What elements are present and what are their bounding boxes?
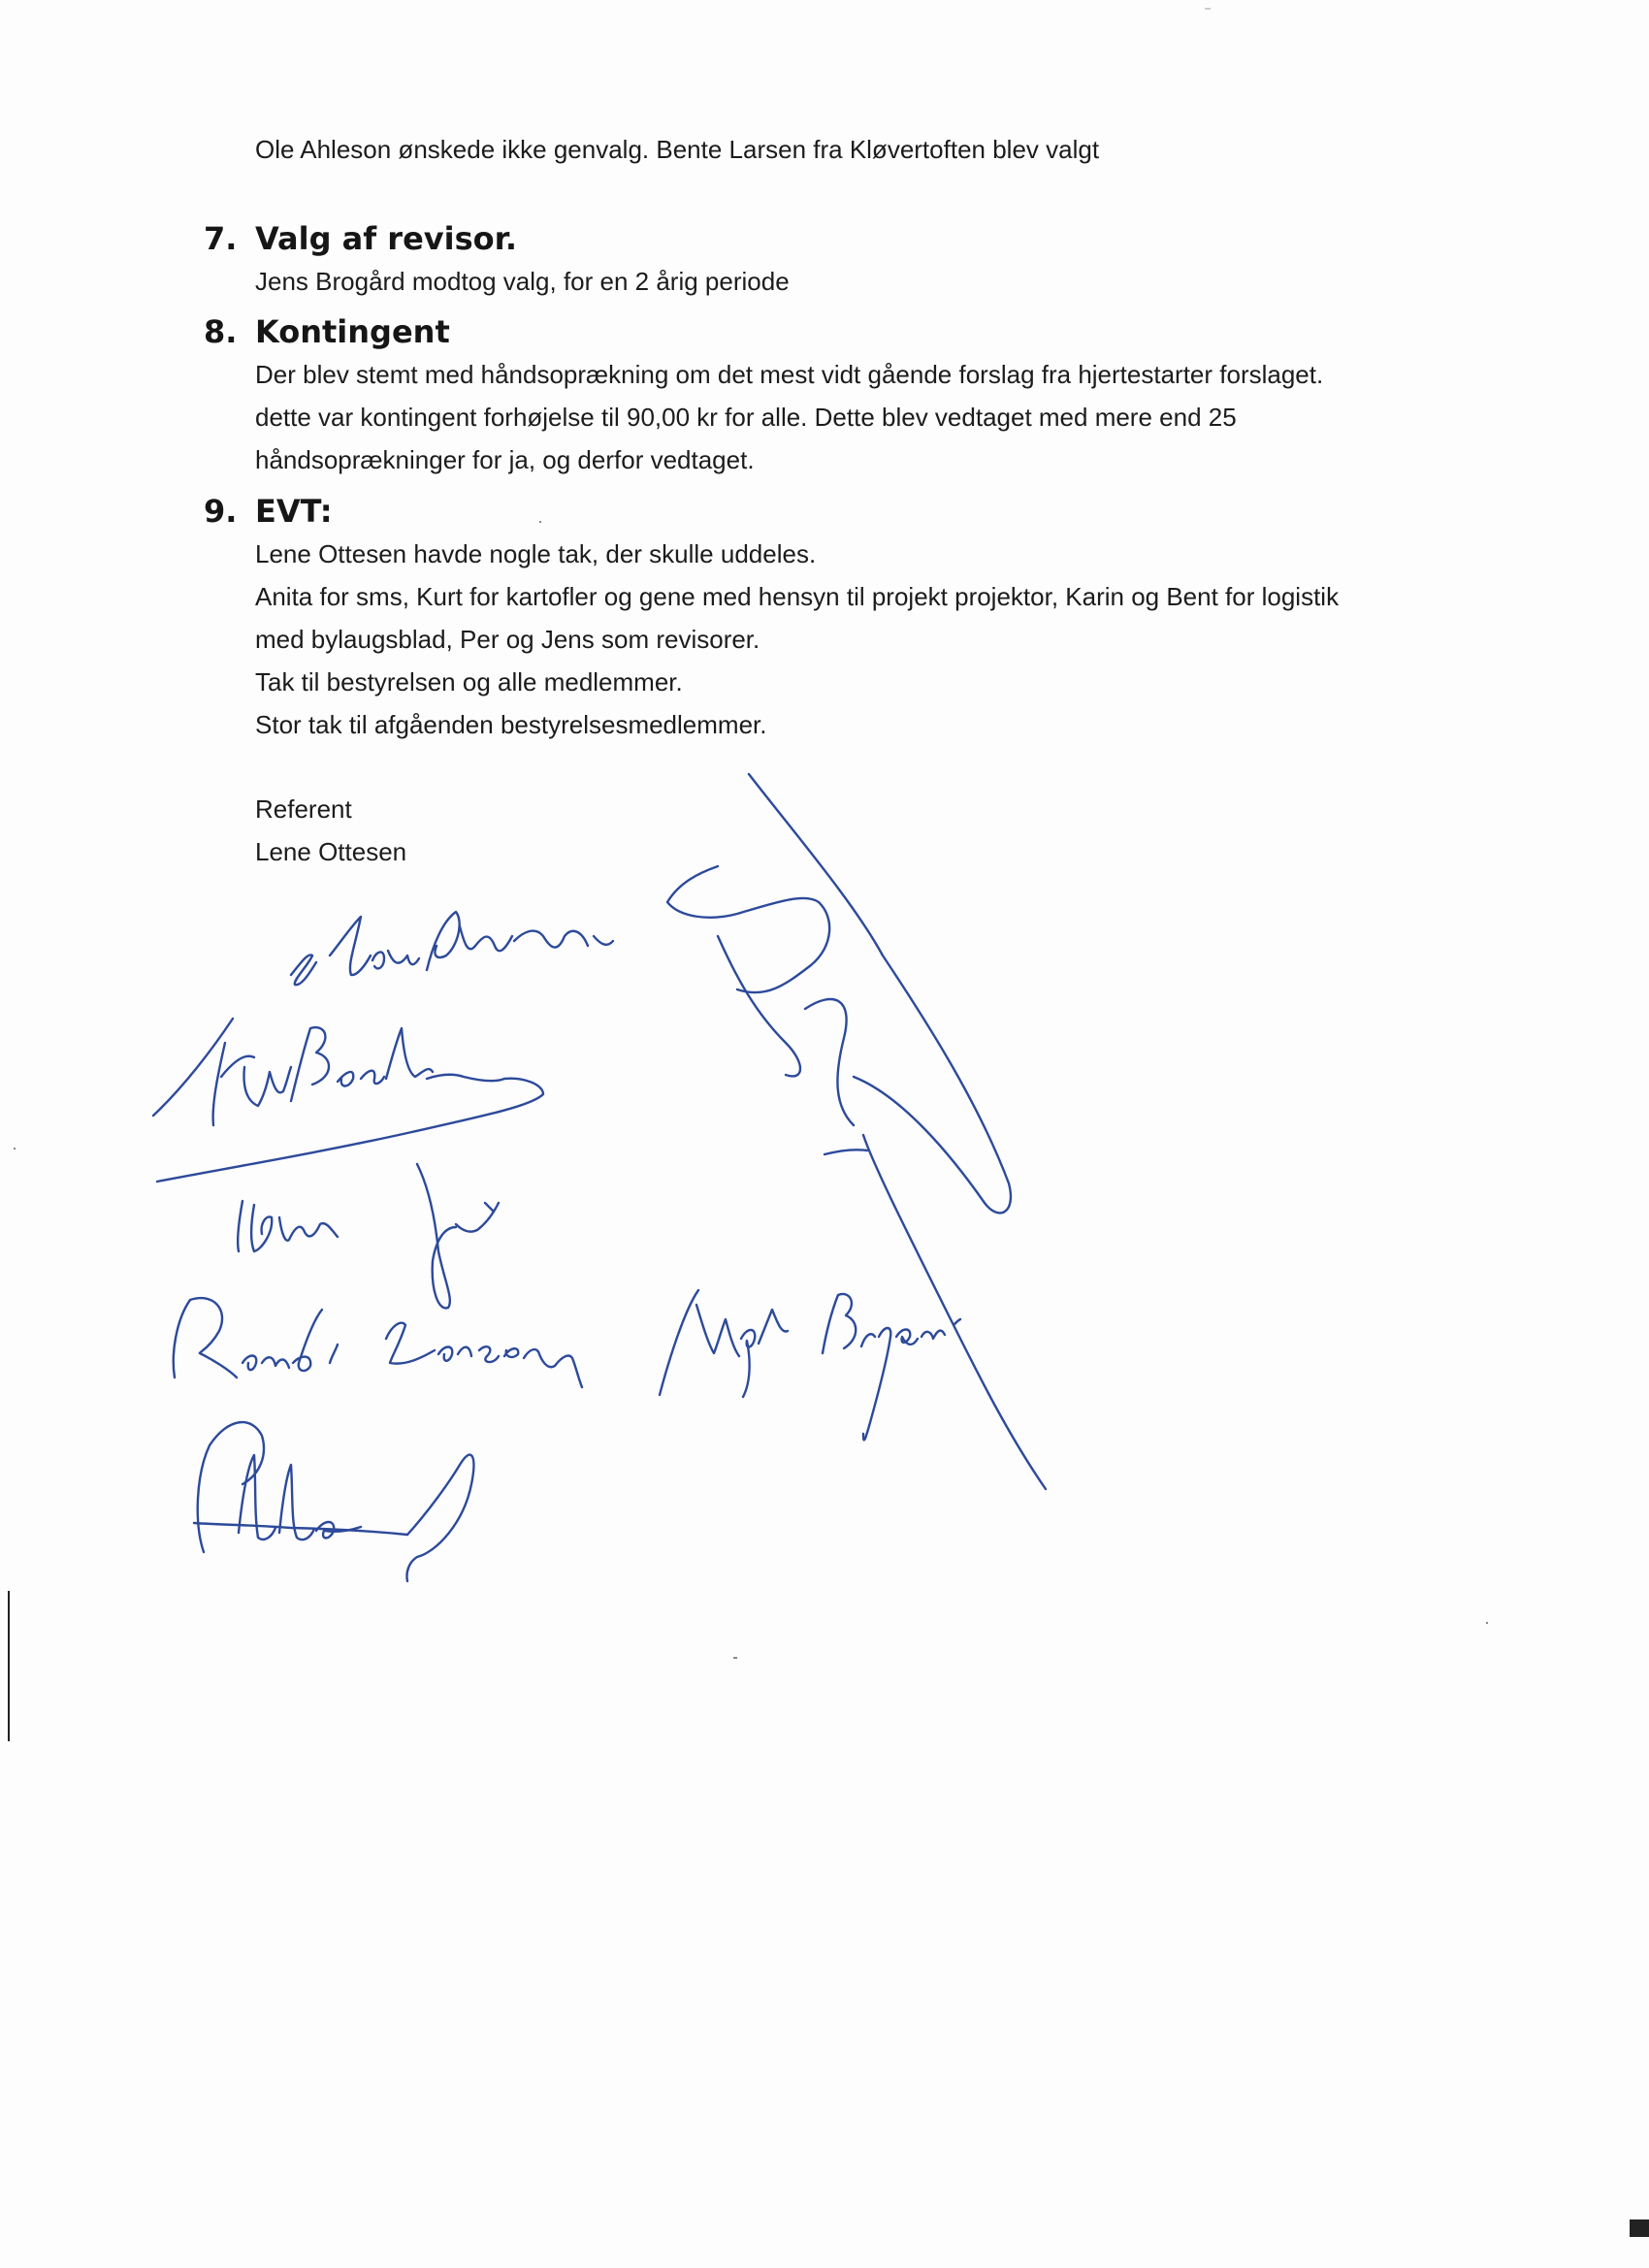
body-line: Tak til bestyrelsen og alle medlemmer.	[255, 667, 683, 697]
body-line: Der blev stemt med håndsoprækning om det mest vidt gående forslag fra hjertestarter forslaget.	[255, 360, 1324, 389]
section-body	[204, 533, 1465, 746]
body-line: Jens Brogård modtog valg, for en 2 årig periode	[255, 267, 790, 296]
scan-margin-mark	[8, 1591, 10, 1741]
body-line: dette var kontingent forhøjelse til 90,00 kr for alle. Dette blev vedtaget med mere end 25	[255, 403, 1237, 432]
signature-inge-brogaard	[660, 1290, 960, 1440]
section-kontingent	[204, 310, 1465, 481]
intro-text: Ole Ahleson ønskede ikke genvalg. Bente Larsen fra Kløvertoften blev valgt	[255, 135, 1100, 164]
body-line: håndsoprækninger for ja, og derfor vedtaget.	[255, 445, 755, 474]
signature-initials	[238, 1164, 499, 1308]
scan-dot	[733, 1657, 737, 1659]
body-line: med bylaugsblad, Per og Jens som revisorer.	[255, 625, 760, 654]
section-evt	[204, 490, 1465, 746]
section-number: 9.	[204, 493, 238, 530]
section-number: 7.	[204, 220, 238, 257]
body-line: Stor tak til afgåenden bestyrelsesmedlemmer.	[255, 710, 767, 739]
signature-large-strokes	[667, 774, 1046, 1489]
section-heading	[204, 490, 1465, 533]
signature-randi-larsen	[174, 1298, 582, 1387]
scan-margin-mark	[1630, 2219, 1649, 2237]
referent-label: Referent	[255, 794, 352, 824]
section-heading	[204, 217, 1465, 260]
referent-name: Lene Ottesen	[255, 837, 407, 866]
section-title: Kontingent	[255, 313, 450, 350]
section-title: EVT:	[255, 493, 333, 530]
section-number: 8.	[204, 313, 238, 350]
section-valg-af-revisor	[204, 217, 1465, 303]
section-title: Valg af revisor.	[255, 220, 517, 257]
body-line: Anita for sms, Kurt for kartofler og gene med hensyn til projekt projektor, Karin og Bent for logistik	[255, 582, 1340, 611]
signature-helle	[194, 1422, 473, 1581]
body-line: Lene Ottesen havde nogle tak, der skulle uddeles.	[255, 539, 817, 568]
scan-dot	[1205, 8, 1211, 10]
signature-lene-ottesen	[291, 912, 613, 985]
section-body	[204, 353, 1465, 481]
scan-dot	[14, 1148, 16, 1150]
referent-block	[255, 788, 406, 873]
signature-kim-beckmann	[153, 1019, 543, 1182]
scan-dot	[1486, 1622, 1488, 1624]
section-body	[204, 260, 1465, 303]
section-heading	[204, 310, 1465, 353]
scan-dot	[539, 521, 541, 523]
